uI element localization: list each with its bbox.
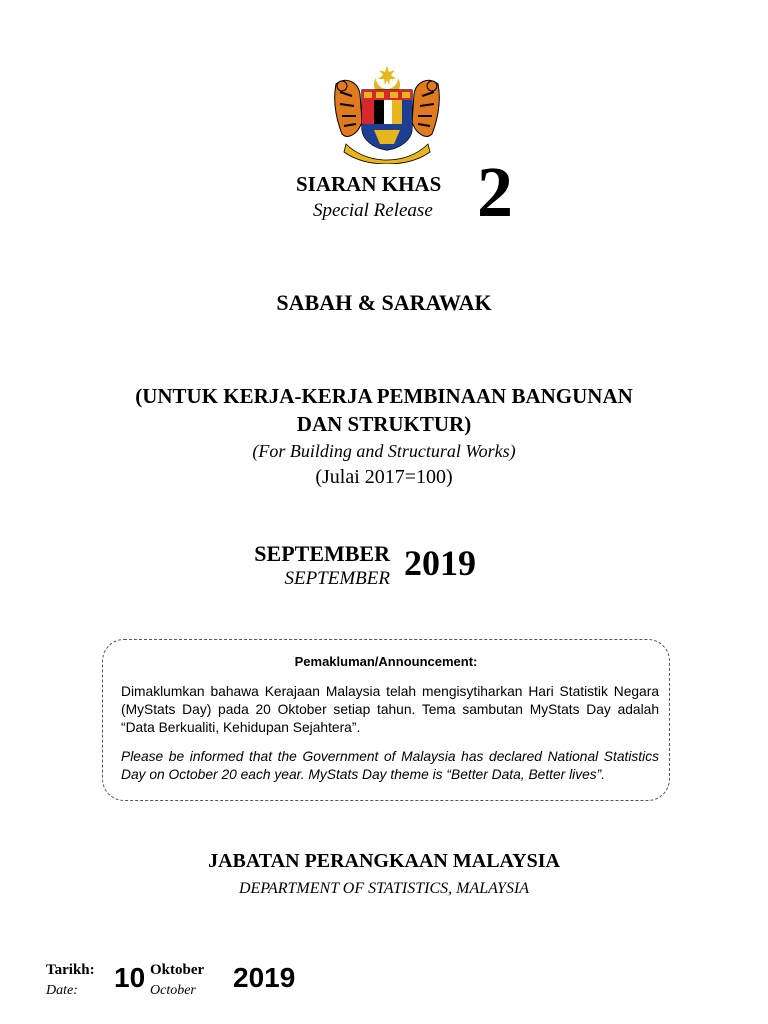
reference-month-ms: SEPTEMBER [254, 541, 390, 566]
tiger-left-icon [335, 80, 362, 136]
tiger-right-icon [412, 80, 439, 136]
department-name-ms: JABATAN PERANGKAAN MALAYSIA [208, 850, 560, 872]
title-line-2: DAN STRUKTUR) [296, 412, 472, 436]
announcement-box [102, 639, 670, 801]
announcement-title: Pemakluman/Announcement: [294, 654, 478, 669]
announcement-body-ms: Dimaklumkan bahawa Kerajaan Malaysia telah mengisytiharkan Hari Statistik Negara (MyStats Day) pada 20 Oktober setiap tahun. Tema sambutan MyStats Day adalah “Data Berkualiti, Kehidupan Sejahtera”. [121, 684, 659, 735]
date-year: 2019 [233, 962, 296, 993]
release-number: 2 [477, 152, 513, 232]
base-period: (Julai 2017=100) [315, 466, 453, 488]
release-label-ms: SIARAN KHAS [296, 172, 442, 196]
reference-month-en: SEPTEMBER [284, 568, 390, 589]
date-month-en: October [150, 983, 196, 998]
date-label-ms: Tarikh: [46, 962, 95, 978]
announcement-body-en: Please be informed that the Government of Malaysia has declared National Statistics Day on October 20 each year. MyStats Day theme is “Better Data, Better lives”. [121, 749, 659, 782]
date-label-en: Date: [46, 983, 78, 998]
reference-year: 2019 [404, 543, 476, 583]
department-name-en: DEPARTMENT OF STATISTICS, MALAYSIA [238, 880, 530, 897]
title-line-1: (UNTUK KERJA-KERJA PEMBINAAN BANGUNAN [135, 384, 633, 408]
shield-icon [362, 90, 412, 150]
release-label-en: Special Release [313, 200, 433, 221]
date-day: 10 [114, 962, 146, 993]
region-heading: SABAH & SARAWAK [276, 290, 492, 315]
title-en: (For Building and Structural Works) [252, 441, 516, 461]
coat-of-arms-icon [328, 64, 446, 164]
date-month-ms: Oktober [150, 962, 205, 978]
